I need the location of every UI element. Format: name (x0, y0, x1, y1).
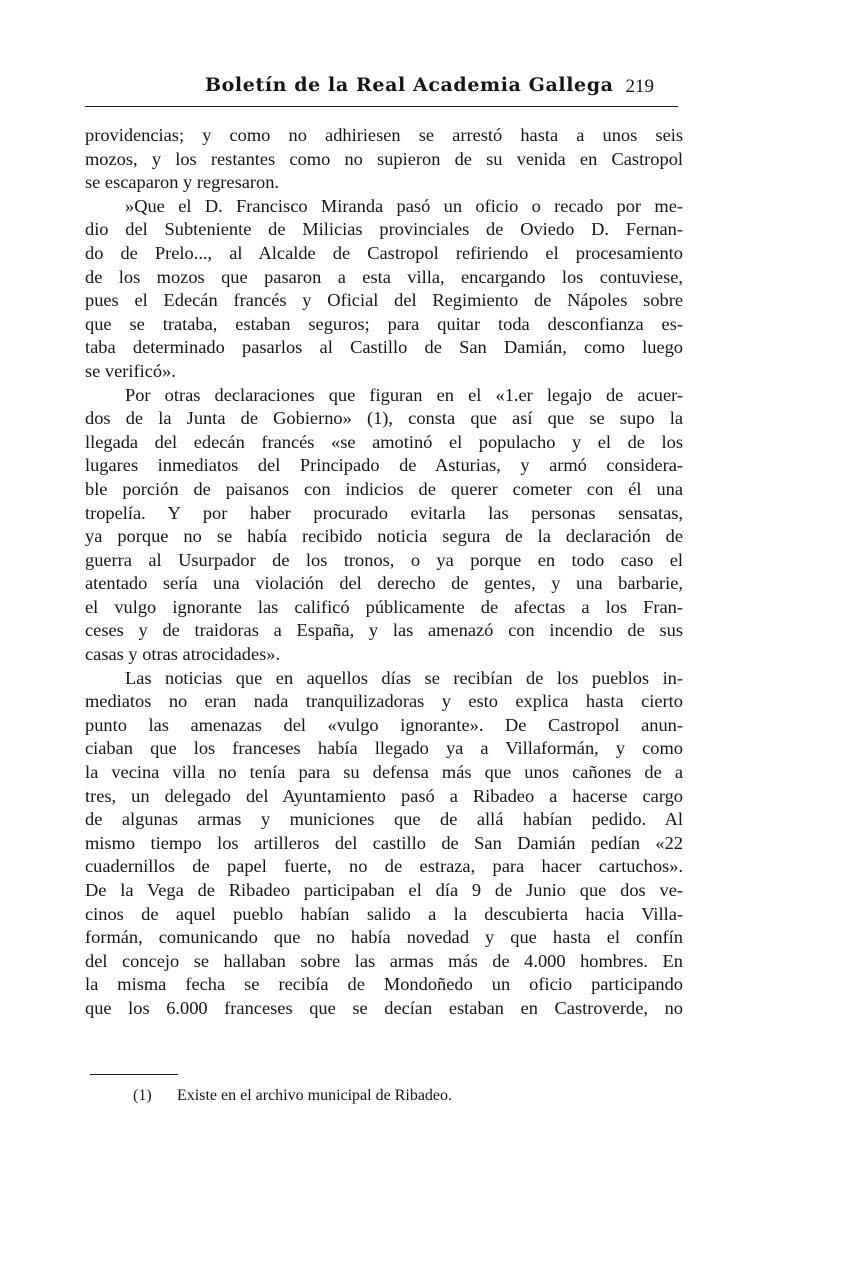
running-header (85, 74, 678, 104)
header-rule (85, 106, 678, 107)
text-line: que se trataba, estaban seguros; para quitar toda desconfianza es- (85, 313, 683, 334)
text-line: cinos de aquel pueblo habían salido a la descubierta hacia Villa- (85, 903, 683, 924)
text-line: taba determinado pasarlos al Castillo de San Damián, como luego (85, 337, 683, 358)
footnote-rule (90, 1074, 178, 1075)
text-line: tropelía. Y por haber procurado evitarla las personas sensatas, (85, 502, 683, 523)
text-line: ciaban que los franceses había llegado ya a Villaformán, y como (85, 738, 683, 759)
footnote (133, 1087, 452, 1105)
text-line: dos de la Junta de Gobierno» (1), consta que así que se supo la (85, 408, 683, 429)
text-line: pues el Edecán francés y Oficial del Regimiento de Nápoles sobre (85, 290, 683, 311)
text-line: mismo tiempo los artilleros del castillo de San Damián pedían «22 (85, 832, 683, 853)
text-line: tres, un delegado del Ayuntamiento pasó a Ribadeo a hacerse cargo (85, 785, 683, 806)
text-line: que los 6.000 franceses que se decían estaban en Castroverde, no (85, 997, 683, 1018)
text-line: Las noticias que en aquellos días se recibían de los pueblos in- (125, 667, 683, 688)
text-line: mediatos no eran nada tranquilizadoras y esto explica hasta cierto (85, 691, 683, 712)
page-number: 219 (625, 76, 654, 97)
text-line: formán, comunicando que no había novedad y que hasta el confín (85, 927, 683, 948)
text-line: »Que el D. Francisco Miranda pasó un oficio o recado por me- (125, 195, 683, 216)
text-line: atentado sería una violación del derecho de gentes, y una barbarie, (85, 573, 683, 594)
text-line: se escaparon y regresaron. (85, 172, 280, 193)
text-line: la vecina villa no tenía para su defensa más que unos cañones de a (85, 762, 683, 783)
footnote-text: Existe en el archivo municipal de Ribadeo. (177, 1087, 453, 1104)
journal-title: Boletín de la Real Academia Gallega (205, 74, 614, 96)
text-line: del concejo se hallaban sobre las armas más de 4.000 hombres. En (85, 950, 683, 971)
text-line: casas y otras atrocidades». (85, 644, 281, 665)
text-line: guerra al Usurpador de los tronos, o ya porque en todo caso el (85, 549, 683, 570)
footnote-marker: (1) (133, 1087, 152, 1104)
text-line: cuadernillos de papel fuerte, no de estraza, para hacer cartuchos». (85, 856, 683, 877)
text-line: Por otras declaraciones que figuran en el «1.er legajo de acuer- (125, 384, 683, 405)
text-line: ceses y de traidoras a España, y las amenazó con incendio de sus (85, 620, 683, 641)
text-line: la misma fecha se recibía de Mondoñedo un oficio participando (85, 974, 683, 995)
text-line: ble porción de paisanos con indicios de querer cometer con él una (85, 478, 683, 499)
text-line: De la Vega de Ribadeo participaban el día 9 de Junio que dos ve- (85, 880, 683, 900)
text-line: lugares inmediatos del Principado de Asturias, y armó considera- (85, 455, 683, 476)
text-line: punto las amenazas del «vulgo ignorante». De Castropol anun- (85, 714, 683, 735)
text-line: de algunas armas y municiones que de allá habían pedido. Al (85, 809, 683, 830)
text-line: se verificó». (85, 360, 176, 381)
text-line: ya porque no se había recibido noticia segura de la declaración de (85, 526, 683, 547)
text-line: mozos, y los restantes como no supieron de su venida en Castropol (85, 148, 683, 169)
text-line: providencias; y como no adhiriesen se arrestó hasta a unos seis (85, 125, 683, 145)
text-line: de los mozos que pasaron a esta villa, encargando los contuviese, (85, 266, 683, 287)
text-line: dio del Subteniente de Milicias provinciales de Oviedo D. Fernan- (85, 219, 683, 240)
body-text (85, 124, 683, 1021)
text-line: llegada del edecán francés «se amotinó el populacho y el de los (85, 431, 683, 452)
text-line: el vulgo ignorante las calificó públicamente de afectas a los Fran- (85, 596, 683, 617)
text-line: do de Prelo..., al Alcalde de Castropol refiriendo el procesamiento (85, 242, 683, 263)
